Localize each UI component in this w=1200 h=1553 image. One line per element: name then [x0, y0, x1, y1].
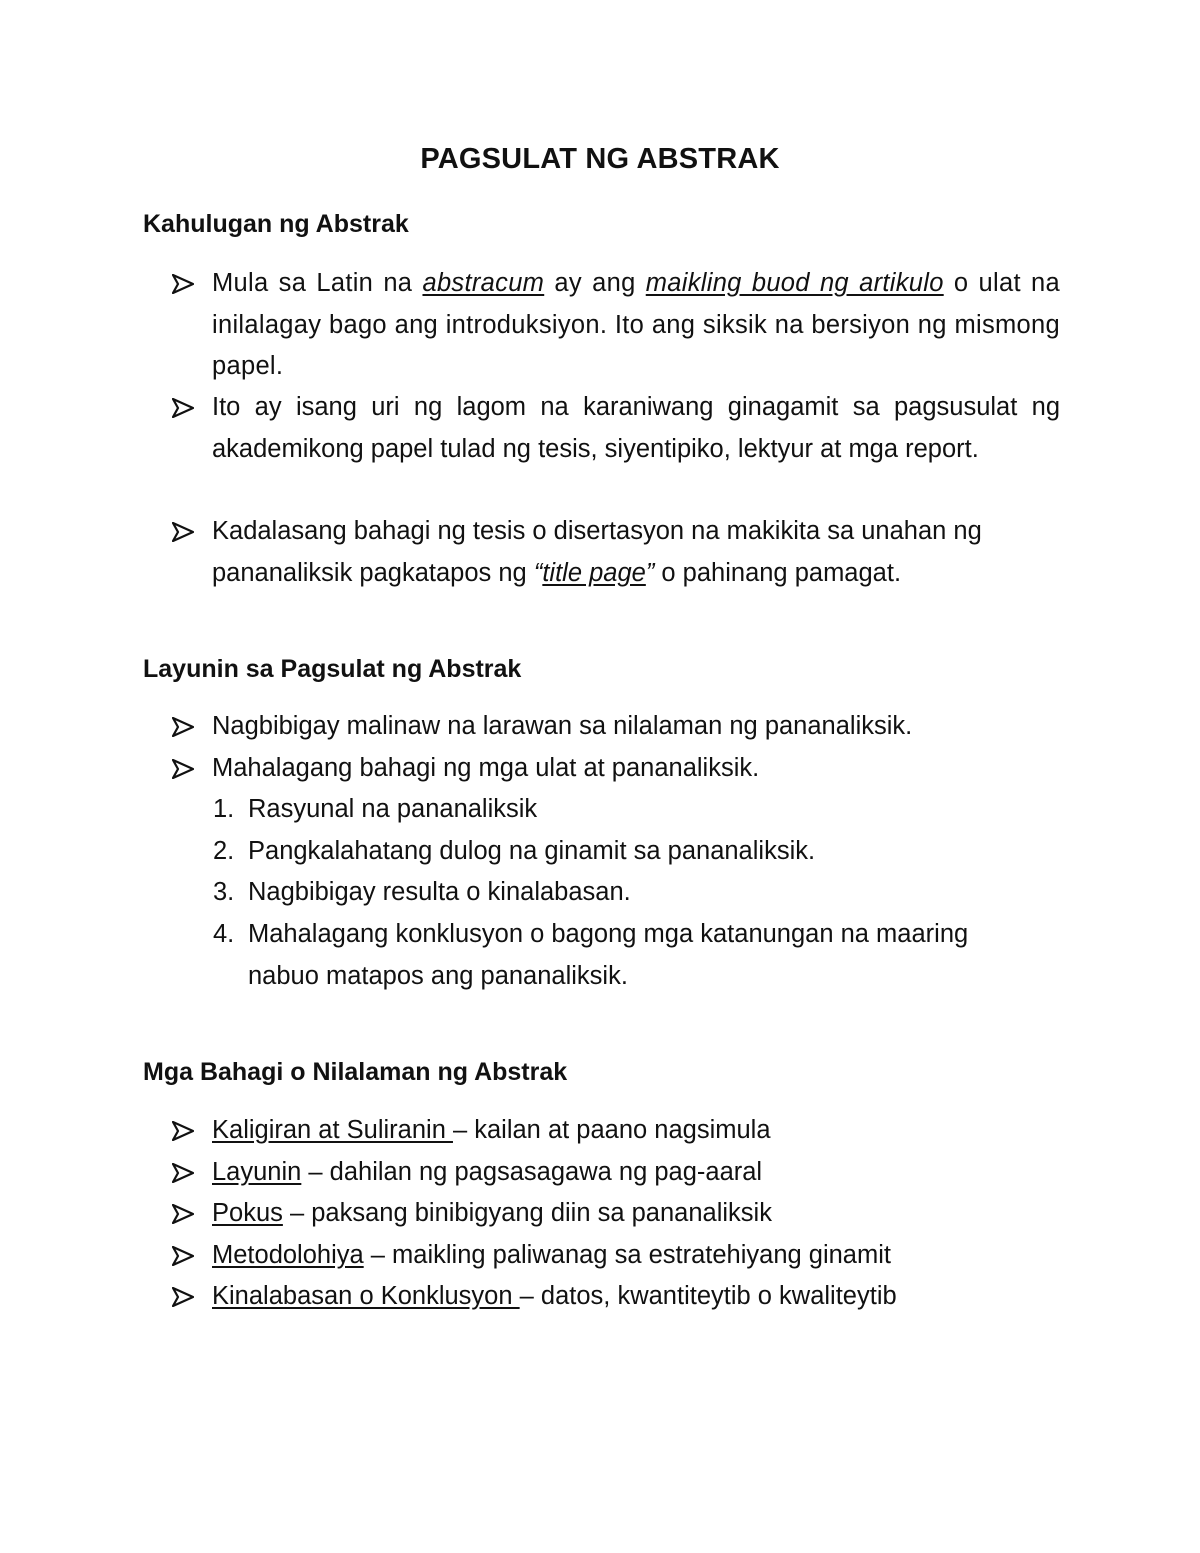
arrowhead-bullet-icon [170, 511, 200, 552]
part-term: Layunin [212, 1158, 302, 1186]
part-description: – datos, kwantiteytib o kwaliteytib [519, 1282, 897, 1310]
list-item-text: Nagbibigay malinaw na larawan sa nilalaman ng pananaliksik. [212, 712, 913, 740]
list-item-text [212, 1152, 1060, 1194]
item-number: 4. [213, 920, 235, 948]
list-item [170, 511, 1060, 594]
emphasized-term: abstracum [422, 269, 545, 297]
numbered-item [213, 831, 1073, 873]
list-item-text [212, 1193, 1060, 1235]
list-item-text [212, 1110, 1060, 1152]
list-item-text: Ito ay isang uri ng lagom na karaniwang ginagamit sa pagsusulat ng akademikong papel tulad ng tesis, siyentipiko, lektyur at mga report. [212, 393, 1060, 463]
arrowhead-bullet-icon [170, 748, 200, 789]
list-item-text: Kadalasang bahagi ng tesis o disertasyon na makikita sa unahan ng pananaliksik pagkatapos ng “title page” o pahinang pamagat. [212, 517, 982, 587]
arrowhead-bullet-icon [170, 387, 200, 428]
list-item-text: Mahalagang bahagi ng mga ulat at pananaliksik. [212, 754, 760, 782]
list-item [170, 263, 1060, 388]
list-item [170, 387, 1060, 470]
list-item [170, 1152, 1060, 1194]
section-heading-layunin: Layunin sa Pagsulat ng Abstrak [143, 655, 522, 683]
part-description: – maikling paliwanag sa estratehiyang ginamit [363, 1241, 891, 1269]
part-term: Pokus [212, 1199, 283, 1227]
emphasized-term: title page [542, 558, 646, 587]
list-item [170, 1235, 1060, 1277]
item-text: Rasyunal na pananaliksik [248, 795, 538, 823]
list-item [170, 748, 1060, 790]
part-term: Kinalabasan o Konklusyon [212, 1282, 520, 1310]
item-number: 1. [213, 795, 235, 823]
page-title: PAGSULAT NG ABSTRAK [420, 143, 780, 175]
list-item [170, 1193, 1060, 1235]
arrowhead-bullet-icon [170, 706, 200, 747]
numbered-item [213, 914, 1033, 997]
item-text: Nagbibigay resulta o kinalabasan. [248, 878, 631, 906]
item-text: Pangkalahatang dulog na ginamit sa pananaliksik. [248, 837, 816, 865]
item-number: 2. [213, 837, 235, 865]
list-item [170, 1110, 1060, 1152]
numbered-item [213, 789, 1073, 831]
item-number: 3. [213, 878, 235, 906]
list-item [170, 1276, 1060, 1318]
part-term: Kaligiran at Suliranin [212, 1116, 453, 1144]
list-item [170, 706, 1060, 748]
item-text: Mahalagang konklusyon o bagong mga katanungan na maaring nabuo matapos ang pananaliksik. [248, 920, 969, 990]
section-heading-kahulugan: Kahulugan ng Abstrak [143, 210, 409, 238]
part-description: – paksang binibigyang diin sa pananaliksik [282, 1199, 772, 1227]
part-term: Metodolohiya [212, 1241, 364, 1269]
part-description: – dahilan ng pagsasagawa ng pag-aaral [301, 1158, 763, 1186]
arrowhead-bullet-icon [170, 1193, 200, 1234]
part-description: – kailan at paano nagsimula [452, 1116, 771, 1144]
list-item-text [212, 1235, 1060, 1277]
list-item-text [212, 1276, 1060, 1318]
arrowhead-bullet-icon [170, 1110, 200, 1151]
arrowhead-bullet-icon [170, 1276, 200, 1317]
list-item-text: Mula sa Latin na abstracum ay ang maikling buod ng artikulo o ulat na inilalagay bago ang introduksiyon. Ito ang siksik na bersiyon ng mismong papel. [212, 269, 1060, 380]
emphasized-definition: maikling buod ng artikulo [645, 269, 944, 297]
arrowhead-bullet-icon [170, 1235, 200, 1276]
arrowhead-bullet-icon [170, 1152, 200, 1193]
numbered-item [213, 872, 1073, 914]
arrowhead-bullet-icon [170, 263, 200, 304]
section-heading-bahagi: Mga Bahagi o Nilalaman ng Abstrak [143, 1058, 568, 1086]
